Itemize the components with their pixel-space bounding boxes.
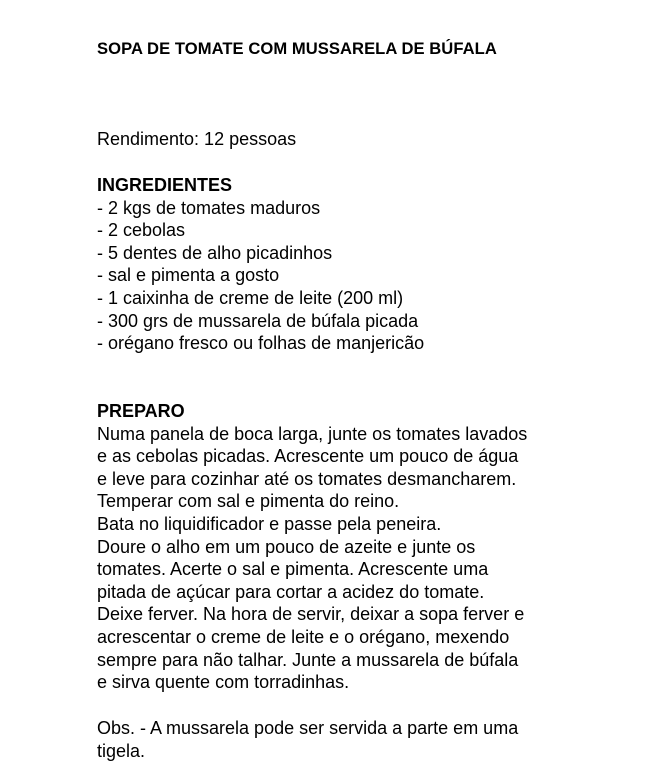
observation-line: Obs. - A mussarela pode ser servida a parte em uma xyxy=(97,718,519,738)
preparation-line: pitada de açúcar para cortar a acidez do tomate. xyxy=(97,581,485,602)
preparation-line: sempre para não talhar. Junte a mussarela de búfala xyxy=(97,649,519,670)
preparation-line: Temperar com sal e pimenta do reino. xyxy=(97,491,400,512)
preparation-line: Numa panela de boca larga, junte os tomates lavados xyxy=(97,423,528,444)
ingredient-item: - 5 dentes de alho picadinhos xyxy=(97,242,333,263)
preparation-line: acrescentar o creme de leite e o orégano, mexendo xyxy=(97,626,510,647)
ingredient-item: - 1 caixinha de creme de leite (200 ml) xyxy=(97,287,404,308)
preparation-section xyxy=(97,400,527,694)
preparation-line: e as cebolas picadas. Acrescente um pouco de água xyxy=(97,446,519,467)
preparation-line: Deixe ferver. Na hora de servir, deixar a sopa ferver e xyxy=(97,604,525,625)
ingredient-item: - sal e pimenta a gosto xyxy=(97,265,280,286)
ingredients-section xyxy=(97,174,424,355)
preparation-line: Bata no liquidificador e passe pela peneira. xyxy=(97,513,442,534)
preparation-heading: PREPARO xyxy=(97,401,185,421)
ingredients-heading: INGREDIENTES xyxy=(97,175,233,195)
recipe-title: SOPA DE TOMATE COM MUSSARELA DE BÚFALA xyxy=(97,39,497,58)
ingredient-item: - 2 cebolas xyxy=(97,220,186,241)
ingredient-item: - orégano fresco ou folhas de manjericão xyxy=(97,333,425,354)
preparation-line: e sirva quente com torradinhas. xyxy=(97,672,350,693)
ingredient-item: - 300 grs de mussarela de búfala picada xyxy=(97,310,419,331)
observation-line: tigela. xyxy=(97,740,146,761)
ingredient-item: - 2 kgs de tomates maduros xyxy=(97,197,321,218)
preparation-line: tomates. Acerte o sal e pimenta. Acrescente uma xyxy=(97,559,489,580)
preparation-line: e leve para cozinhar até os tomates desmancharem. xyxy=(97,468,517,489)
observation-note xyxy=(97,717,518,762)
preparation-line: Doure o alho em um pouco de azeite e junte os xyxy=(97,536,476,557)
recipe-yield: Rendimento: 12 pessoas xyxy=(97,129,297,149)
